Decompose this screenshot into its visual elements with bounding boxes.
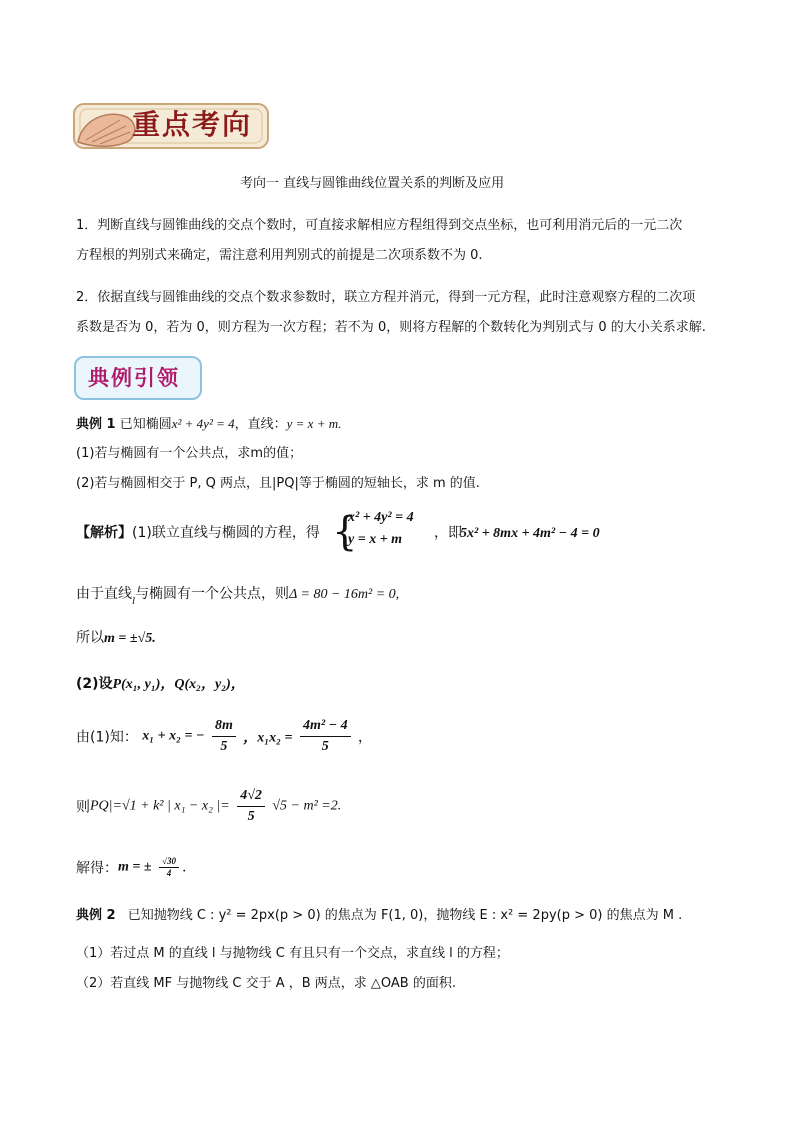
solve-text: 解得： [76,860,118,877]
example-2-question-2: （2）若直线 MF 与抛物线 C 交于 A ，B 两点，求 △OAB 的面积. [76,976,456,991]
quadratic-result: 5x² + 8mx + 4m² − 4 = 0 [460,526,600,541]
section-title: 考向一 直线与圆锥曲线位置关系的判断及应用 [240,176,505,191]
step-2-text: (2)设 [76,676,113,692]
pq-length-line [76,786,341,827]
step-1b-rest: 与椭圆有一个公共点，则 [135,586,290,602]
prod-denominator: 5 [321,739,329,754]
solution-then: ，即 [434,525,462,541]
step-1b-text: 由于直线 [76,586,132,602]
example-1-statement [76,414,341,435]
sum-numerator: 8m [212,716,236,737]
pq-fraction [237,786,265,827]
example-1-question-1: (1)若与椭圆有一个公共点，求m的值； [76,446,303,461]
rule-1-line-1: 1．判断直线与圆锥曲线的交点个数时，可直接求解相应方程组得到交点坐标，也可利用消元后的一元二次 [76,218,683,233]
vieta-line [76,716,372,757]
points-pq: P(x₁, y₁)，Q(x₂，y₂)， [112,677,245,692]
solve-numerator: √30 [159,856,179,868]
pq-numerator: 4√2 [237,786,265,807]
banner-title: 重点考向 [132,108,253,141]
example-1-label: 典例 1 [76,417,116,432]
solve-denominator: 4 [166,868,172,878]
solution-step-1b [76,584,399,611]
solve-fraction [159,856,179,879]
example-2-statement [76,906,682,926]
m-result: m = ±√5. [104,631,156,646]
pq-denominator: 5 [247,809,255,824]
system-eq-1: x² + 4y² = 4 [348,510,414,525]
ellipse-equation: x² + 4y² = 4 [171,416,235,431]
solution-step-2 [76,674,245,695]
then-text: 则 [76,799,90,816]
solve-result: m = ± [118,859,152,875]
example-2-question-1: （1）若过点 M 的直线 l 与抛物线 C 有且只有一个交点，求直线 l 的方程； [76,946,509,961]
example-2-text: 已知抛物线 C : y² = 2px(p > 0) 的焦点为 F(1, 0)，抛物线 E : x² = 2py(p > 0) 的焦点为 M . [127,908,683,923]
example-badge-label: 典例引领 [88,366,180,390]
rule-1-line-2: 方程根的判别式来确定，需注意利用判别式的前提是二次项系数不为 0. [76,248,483,263]
pq-expression: PQ|=√1 + k² | x₁ − x₂ |= [90,798,230,814]
line-l: l [132,595,136,607]
sum-denominator: 5 [220,739,228,754]
system-brace: { [332,509,358,555]
line-text: ，直线： [234,417,287,432]
system-eq-2: y = x + m [348,532,403,547]
solution-head: 【解析】 [76,525,132,541]
solve-line [76,856,186,879]
solve-end: . [181,859,187,876]
example-badge [74,356,202,400]
example-2-label: 典例 2 [76,908,116,923]
so-text: 所以 [76,630,104,646]
example-1-question-2: (2)若与椭圆相交于 P, Q 两点，且|PQ|等于椭圆的短轴长，求 m 的值. [76,476,480,491]
prod-numerator: 4m² − 4 [300,716,351,737]
rule-2-line-2: 系数是否为 0，若为 0，则方程为一次方程；若不为 0，则将方程解的个数转化为判别式与 0 的大小关系求解. [76,320,706,335]
line-equation: y = x + m. [286,416,342,431]
from-1-text: 由(1)知： [76,729,138,746]
prod-fraction [300,716,351,757]
solution-step-1c [76,628,156,649]
prod-end: ， [358,729,373,746]
discriminant: Δ = 80 − 16m² = 0, [289,587,400,602]
sum-lhs: x₁ + x₂ = − [142,728,205,744]
rule-2-line-1: 2．依据直线与圆锥曲线的交点个数求参数时，联立方程并消元，得到一元方程，此时注意观察方程的二次项 [76,290,696,305]
example-1-intro: 已知椭圆 [119,417,172,432]
section-banner [72,98,270,154]
pq-tail: √5 − m² =2. [272,798,342,814]
prod-lhs: ，x₁x₂ = [243,730,293,746]
sum-fraction [212,716,236,757]
solution-step-1-text: (1)联立直线与椭圆的方程，得 [132,525,320,541]
